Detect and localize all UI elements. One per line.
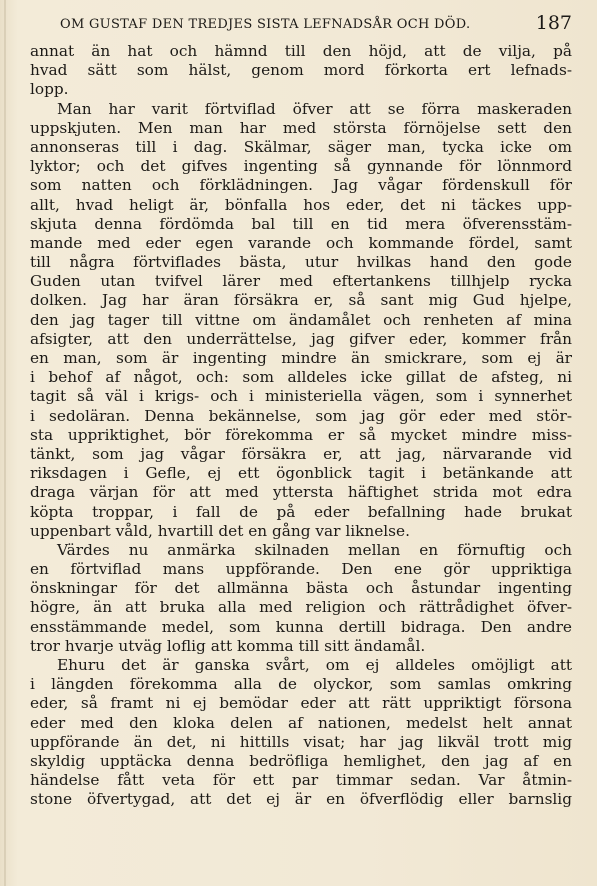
page-gutter	[4, 0, 6, 886]
running-title: OM GUSTAF DEN TREDJES SISTA LEFNADSÅR OCH DÖD.	[60, 17, 471, 32]
text-line: en förtviflad mans uppförande. Den ene gör uppriktiga	[30, 560, 572, 579]
text-line: riksdagen i Gefle, ej ett ögonblick tagit i betänkande att	[30, 464, 572, 483]
text-line: lyktor; och det gifves ingenting så gynnande för lönnmord	[30, 157, 572, 176]
text-line: draga värjan för att med yttersta häftighet strida mot edra	[30, 483, 572, 502]
text-line: mande med eder egen varande och kommande fördel, samt	[30, 233, 572, 252]
running-header	[30, 12, 572, 36]
text-line: i sedoläran. Denna bekännelse, som jag gör eder med stör-	[30, 406, 572, 425]
text-line: tagit så väl i krigs- och i ministeriella vägen, som i synnerhet	[30, 387, 572, 406]
text-line: eder, så framt ni ej bemödar eder att rätt uppriktigt försona	[30, 694, 572, 713]
text-line: hvad sätt som hälst, genom mord förkorta ert lefnads-	[30, 61, 572, 80]
text-line: en man, som är ingenting mindre än smickrare, som ej är	[30, 349, 572, 367]
text-line: händelse fått veta för ett par timmar sedan. Var åtmin-	[30, 771, 572, 790]
text-line: till några förtviflades bästa, utur hvilkas hand den gode	[30, 253, 572, 272]
text-line: afsigter, att den underrättelse, jag gifver eder, kommer från	[30, 329, 572, 348]
text-line: uppskjuten. Men man har med största förnöjelse sett den	[30, 118, 572, 137]
text-line: önskningar för det allmänna bästa och åstundar ingenting	[30, 579, 572, 598]
text-line: allt, hvad heligt är, bönfalla hos eder, det ni täckes upp-	[30, 195, 572, 214]
page-number: 187	[535, 12, 572, 34]
text-line: tror hvarje utväg loflig att komma till sitt ändamål.	[30, 636, 426, 655]
text-line: uppförande än det, ni hittills visat; har jag likväl trott mig	[30, 732, 572, 751]
text-line: stone öfvertygad, att det ej är en öfverflödig eller barnslig	[30, 790, 572, 809]
text-line: tänkt, som jag vågar försäkra er, att jag, närvarande vid	[30, 444, 572, 463]
text-line: eder med den kloka delen af nationen, medelst helt annat	[30, 713, 572, 732]
text-line: den jag tager till vittne om ändamålet och renheten af mina	[30, 310, 572, 329]
body-text	[30, 42, 572, 810]
text-line: dolken. Jag har äran försäkra er, så sant mig Gud hjelpe,	[30, 291, 572, 310]
text-line: skjuta denna fördömda bal till en tid mera öfverensstäm-	[30, 214, 572, 233]
text-line: som natten och förklädningen. Jag vågar fördenskull för	[30, 176, 572, 195]
text-line: Värdes nu anmärka skilnaden mellan en förnuftig och	[57, 540, 572, 559]
text-line: lopp.	[30, 80, 69, 99]
text-line: uppenbart våld, hvartill det en gång var liknelse.	[30, 521, 410, 540]
text-line: sta uppriktighet, bör förekomma er så mycket mindre miss-	[30, 425, 572, 444]
text-line: annat än hat och hämnd till den höjd, att de vilja, på	[30, 42, 572, 60]
text-line: Man har varit förtviflad öfver att se förra maskeraden	[57, 99, 572, 118]
text-line: annonseras till i dag. Skälmar, säger man, tycka icke om	[30, 137, 572, 156]
text-line: högre, än att bruka alla med religion och rättrådighet öfver-	[30, 598, 572, 617]
text-line: ensstämmande medel, som kunna dertill bidraga. Den andre	[30, 617, 572, 636]
text-line: skyldig upptäcka denna bedröfliga hemlighet, den jag af en	[30, 751, 572, 770]
text-line: i längden förekomma alla de olyckor, som samlas omkring	[30, 675, 572, 694]
text-line: i behof af något, och: som alldeles icke gillat de afsteg, ni	[30, 368, 572, 387]
text-line: Guden utan tvifvel lärer med eftertankens tillhjelp rycka	[30, 272, 572, 291]
text-line: köpta troppar, i fall de på eder befallning hade brukat	[30, 502, 572, 521]
text-line: Ehuru det är ganska svårt, om ej alldeles omöjligt att	[57, 656, 572, 674]
